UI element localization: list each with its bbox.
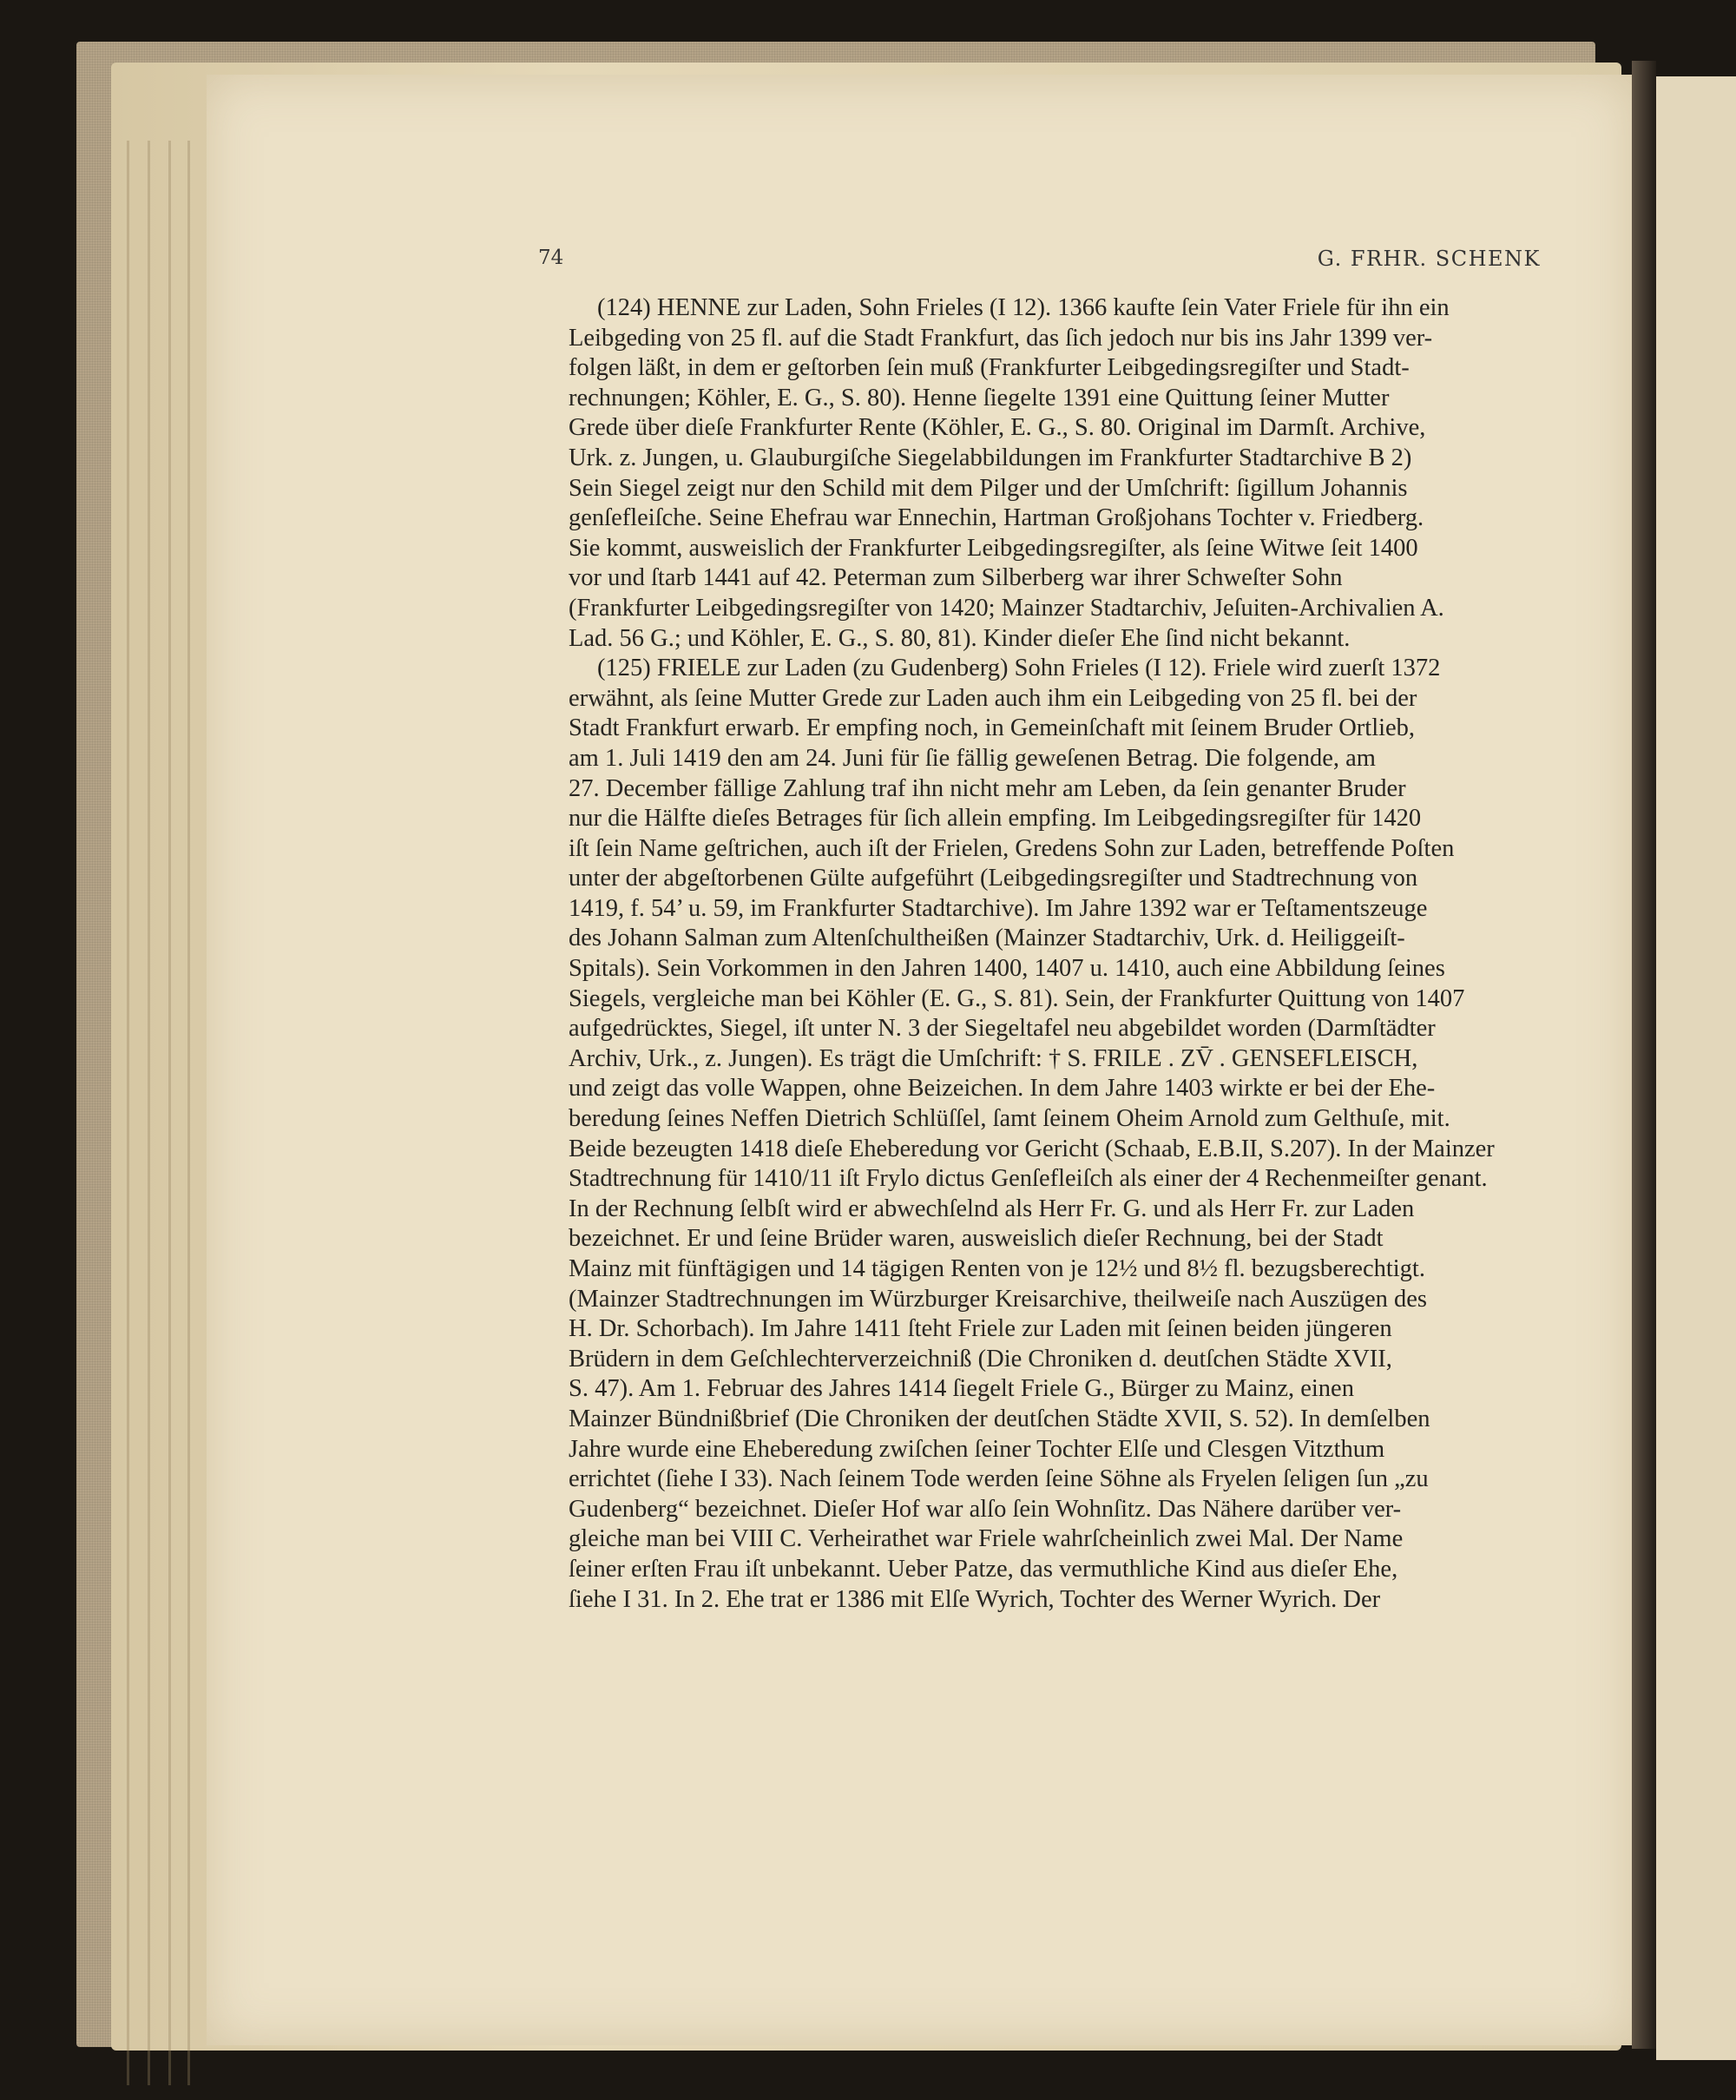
page-edge-line: [148, 141, 150, 2085]
text-line: gleiche man bei VIII C. Verheirathet war Friele wahrſcheinlich zwei Mal. Der Name: [569, 1525, 1404, 1553]
text-line: folgen läßt, in dem er geſtorben ſein muß (Frankfurter Leibgedingsregiſter und Stadt-: [569, 354, 1410, 382]
page-edge-line: [187, 141, 190, 2085]
text-line: Sein Siegel zeigt nur den Schild mit dem Pilger und der Umſchrift: ſigillum Johannis: [569, 474, 1408, 502]
paragraph: [540, 293, 1540, 654]
text-line: Archiv, Urk., z. Jungen). Es trägt die Umſchrift: † S. FRILE . ZV̄ . GENSEFLEISCH,: [569, 1044, 1418, 1072]
text-line: Brüdern in dem Geſchlechterverzeichniß (Die Chroniken d. deutſchen Städte XVII,: [569, 1345, 1392, 1373]
page-edge-line: [127, 141, 129, 2085]
text-line: Grede über dieſe Frankfurter Rente (Köhler, E. G., S. 80. Original im Darmſt. Archive,: [569, 414, 1426, 442]
text-line: Urk. z. Jungen, u. Glauburgiſche Siegelabbildungen im Frankfurter Stadtarchive B 2): [569, 444, 1412, 471]
text-line: rechnungen; Köhler, E. G., S. 80). Henne ſiegelte 1391 eine Quittung ſeiner Mutter: [569, 384, 1390, 411]
paragraph: [540, 654, 1540, 1615]
text-line: und zeigt das volle Wappen, ohne Beizeichen. In dem Jahre 1403 wirkte er bei der Ehe-: [569, 1075, 1436, 1103]
page-edge-line: [168, 141, 171, 2085]
page-header: [538, 247, 1541, 281]
text-line: iſt ſein Name geſtrichen, auch iſt der Frielen, Gredens Sohn zur Laden, betreffende Poſten: [569, 834, 1455, 862]
text-line: H. Dr. Schorbach). Im Jahre 1411 ſteht Friele zur Laden mit ſeinen beiden jüngeren: [569, 1315, 1392, 1343]
text-line: aufgedrücktes, Siegel, iſt unter N. 3 der Siegeltafel neu abgebildet worden (Darmſtädter: [569, 1015, 1436, 1043]
text-line: Leibgeding von 25 fl. auf die Stadt Frankfurt, das ſich jedoch nur bis ins Jahr 1399 ver-: [569, 324, 1433, 352]
text-line: Gudenberg“ bezeichnet. Dieſer Hof war alſo ſein Wohnſitz. Das Nähere darüber ver-: [569, 1495, 1402, 1523]
text-line: (Mainzer Stadtrechnungen im Würzburger Kreisarchive, theilweiſe nach Auszügen des: [569, 1285, 1427, 1313]
text-line: am 1. Juli 1419 den am 24. Juni für ſie fällig geweſenen Betrag. Die folgende, am: [569, 744, 1376, 772]
text-line: Siegels, vergleiche man bei Köhler (E. G., S. 81). Sein, der Frankfurter Quittung von 1407: [569, 984, 1465, 1012]
text-line: Mainzer Bündnißbrief (Die Chroniken der deutſchen Städte XVII, S. 52). In demſelben: [569, 1405, 1430, 1432]
text-line: unter der abgeſtorbenen Gülte aufgeführt (Leibgedingsregiſter und Stadtrechnung von: [569, 865, 1418, 892]
text-line: Jahre wurde eine Eheberedung zwiſchen ſeiner Tochter Elſe und Clesgen Vitzthum: [569, 1435, 1385, 1463]
page-number: 74: [538, 247, 564, 269]
text-line: ſeiner erſten Frau iſt unbekannt. Ueber Patze, das vermuthliche Kind aus dieſer Ehe,: [569, 1555, 1398, 1583]
text-line: erwähnt, als ſeine Mutter Grede zur Laden auch ihm ein Leibgeding von 25 fl. bei der: [569, 684, 1417, 712]
paragraph-list: [540, 293, 1540, 1615]
text-line: Stadt Frankfurt erwarb. Er empfing noch, in Gemeinſchaft mit ſeinem Bruder Ortlieb,: [569, 714, 1416, 742]
text-line: beredung ſeines Neffen Dietrich Schlüſſel, ſamt ſeinem Oheim Arnold zum Gelthuſe, mit.: [569, 1105, 1450, 1133]
body-text: [540, 293, 1540, 1615]
text-line: 1419, f. 54’ u. 59, im Frankfurter Stadtarchive). Im Jahre 1392 war er Teſtamentszeuge: [569, 894, 1428, 922]
text-line: (125) FRIELE zur Laden (zu Gudenberg) Sohn Frieles (I 12). Friele wird zuerſt 1372: [597, 655, 1441, 682]
text-line: errichtet (ſiehe I 33). Nach ſeinem Tode werden ſeine Söhne als Fryelen ſeligen ſun „zu: [569, 1465, 1429, 1493]
text-line: vor und ſtarb 1441 auf 42. Peterman zum Silberberg war ihrer Schweſter Sohn: [569, 564, 1343, 592]
text-line: (Frankfurter Leibgedingsregiſter von 1420; Mainzer Stadtarchiv, Jeſuiten-Archivalien A.: [569, 594, 1444, 622]
text-line: nur die Hälfte dieſes Betrages für ſich allein empfing. Im Leibgedingsregiſter für 1420: [569, 805, 1422, 833]
running-head: G. FRHR. SCHENK: [1317, 247, 1541, 271]
text-line: Lad. 56 G.; und Köhler, E. G., S. 80, 81). Kinder dieſer Ehe ſind nicht bekannt.: [569, 624, 1351, 652]
text-line: genſefleiſche. Seine Ehefrau war Ennechin, Hartman Großjohans Tochter v. Friedberg.: [569, 504, 1424, 532]
text-line: (124) HENNE zur Laden, Sohn Frieles (I 12). 1366 kaufte ſein Vater Friele für ihn ein: [597, 294, 1450, 321]
text-line: ſiehe I 31. In 2. Ehe trat er 1386 mit Elſe Wyrich, Tochter des Werner Wyrich. Der: [569, 1585, 1381, 1613]
book-gutter: [1632, 61, 1656, 2049]
text-line: S. 47). Am 1. Februar des Jahres 1414 ſiegelt Friele G., Bürger zu Mainz, einen: [569, 1375, 1354, 1403]
text-line: 27. December fällige Zahlung traf ihn nicht mehr am Leben, da ſein genanter Bruder: [569, 774, 1406, 802]
text-line: des Johann Salman zum Altenſchultheißen (Mainzer Stadtarchiv, Urk. d. Heiliggeiſt-: [569, 925, 1405, 952]
text-line: Spitals). Sein Vorkommen in den Jahren 1400, 1407 u. 1410, auch eine Abbildung ſeines: [569, 955, 1445, 983]
text-line: bezeichnet. Er und ſeine Brüder waren, ausweislich dieſer Rechnung, bei der Stadt: [569, 1225, 1384, 1253]
text-line: In der Rechnung ſelbſt wird er abwechſelnd als Herr Fr. G. und als Herr Fr. zur Laden: [569, 1195, 1415, 1222]
facing-page-edge: [1656, 76, 1736, 2060]
text-line: Beide bezeugten 1418 dieſe Eheberedung vor Gericht (Schaab, E.B.II, S.207). In der Mainzer: [569, 1135, 1495, 1162]
text-line: Sie kommt, ausweislich der Frankfurter Leibgedingsregiſter, als ſeine Witwe ſeit 1400: [569, 534, 1418, 562]
text-line: Mainz mit fünftägigen und 14 tägigen Renten von je 12½ und 8½ fl. bezugsberechtigt.: [569, 1255, 1425, 1282]
text-line: Stadtrechnung für 1410/11 iſt Frylo dictus Genſefleiſch als einer der 4 Rechenmeiſter genant.: [569, 1165, 1488, 1193]
